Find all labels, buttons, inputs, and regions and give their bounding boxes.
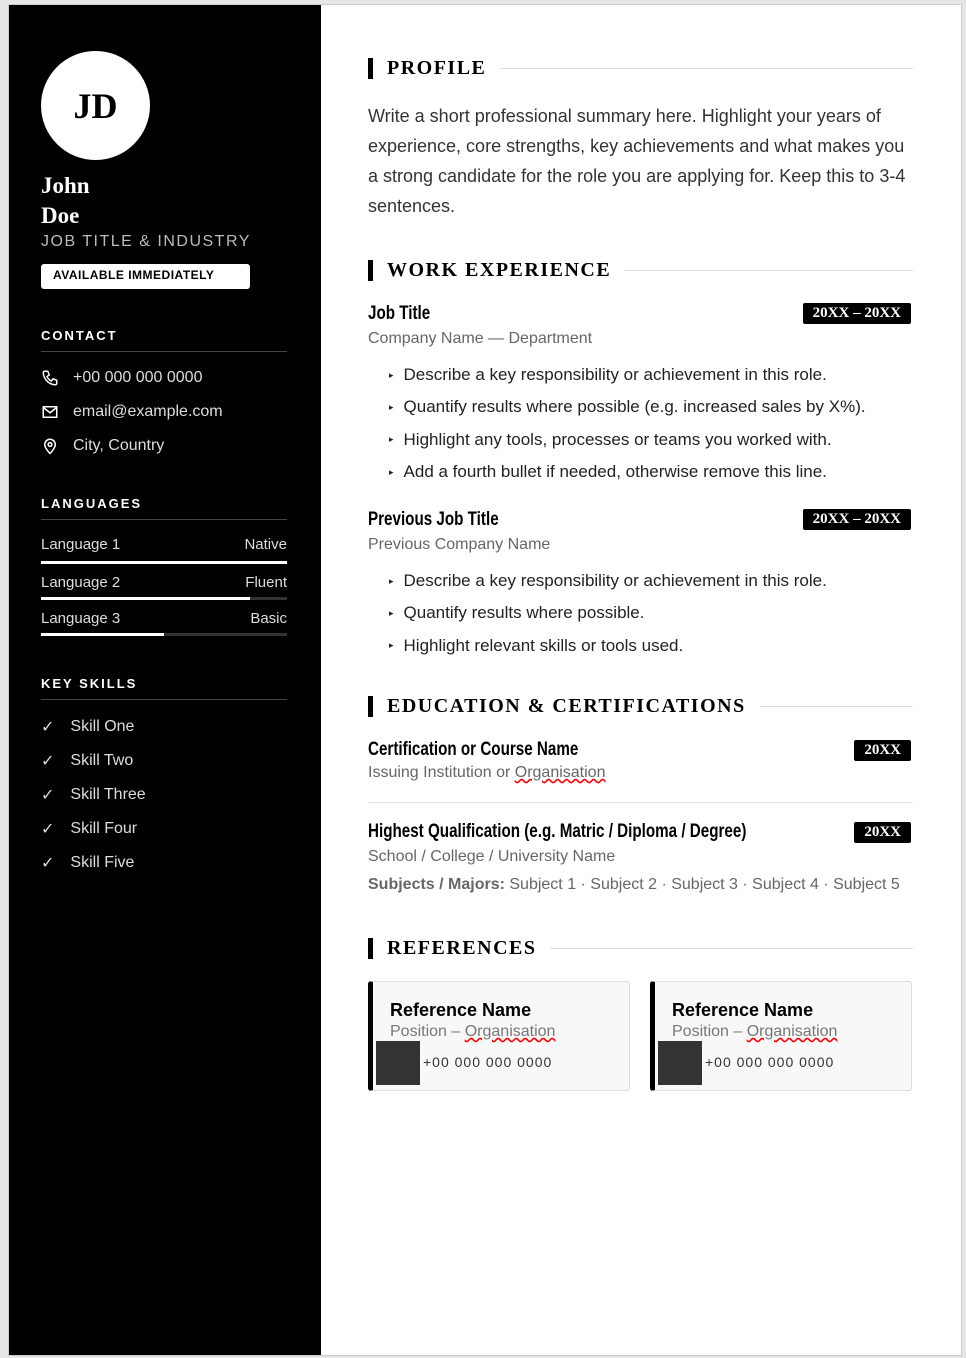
skill-label: Skill Five (70, 854, 135, 871)
date-badge: 20XX – 20XX (803, 509, 911, 530)
redaction-box (658, 1041, 702, 1085)
year-badge: 20XX (854, 740, 911, 761)
skill-item (41, 853, 134, 873)
resume-page (8, 4, 962, 1356)
reference-card (368, 981, 630, 1091)
contact-location (41, 437, 164, 455)
language-level: Fluent (245, 574, 287, 591)
language-item (41, 610, 287, 627)
contact-heading: CONTACT (41, 328, 287, 352)
language-name: Language 1 (41, 536, 121, 553)
check-icon: ✓ (41, 855, 55, 872)
bullet: ▸ Highlight any tools, processes or teams you worked with. (389, 424, 866, 456)
language-item (41, 536, 287, 553)
skill-label: Skill Three (70, 786, 146, 803)
first-name: John (41, 173, 90, 198)
education-title: Highest Qualification (e.g. Matric / Diploma / Degree) (368, 821, 747, 842)
language-bar-fill (41, 561, 287, 564)
reference-phone: +00 000 000 0000 (423, 1054, 553, 1070)
company: Company Name — Department (368, 330, 593, 347)
location-text: City, Country (73, 437, 165, 454)
language-level: Native (244, 536, 287, 553)
skill-item (41, 751, 133, 771)
education-title: Certification or Course Name (368, 739, 579, 760)
bullet: ▸ Quantify results where possible (e.g. increased sales by X%). (389, 391, 866, 423)
skill-label: Skill Four (70, 820, 138, 837)
section-heading-profile: PROFILE (368, 57, 913, 80)
phone-icon (41, 369, 59, 387)
section-heading-work: WORK EXPERIENCE (368, 259, 913, 282)
year-badge: 20XX (854, 822, 911, 843)
languages-heading: LANGUAGES (41, 496, 287, 520)
reference-phone: +00 000 000 0000 (705, 1054, 835, 1070)
language-bar (41, 597, 287, 600)
contact-phone (41, 369, 202, 387)
institution: Issuing Institution or Organisation (368, 764, 606, 781)
language-bar-fill (41, 597, 250, 600)
job-title: Previous Job Title (368, 509, 499, 530)
job-bullets (389, 565, 827, 662)
bullet: ▸ Describe a key responsibility or achievement in this role. (389, 565, 827, 597)
reference-position: Position – Organisation (390, 1023, 556, 1040)
redaction-box (376, 1041, 420, 1085)
bullet: ▸ Add a fourth bullet if needed, otherwise remove this line. (389, 456, 866, 488)
bullet: ▸ Quantify results where possible. (389, 597, 827, 629)
reference-name: Reference Name (672, 1000, 814, 1020)
language-bar (41, 633, 287, 636)
location-pin-icon (41, 437, 59, 455)
avatar: JD (41, 51, 150, 160)
mail-icon (41, 403, 59, 421)
subjects: Subjects / Majors: Subject 1 · Subject 2 · Subject 3 · Subject 4 · Subject 5 (368, 876, 900, 893)
check-icon: ✓ (41, 821, 55, 838)
skill-label: Skill Two (70, 752, 134, 769)
company: Previous Company Name (368, 536, 551, 553)
bullet: ▸ Highlight relevant skills or tools used. (389, 630, 827, 662)
reference-name: Reference Name (390, 1000, 532, 1020)
language-bar (41, 561, 287, 564)
language-name: Language 2 (41, 574, 121, 591)
reference-position: Position – Organisation (672, 1023, 838, 1040)
section-heading-references: REFERENCES (368, 937, 913, 960)
date-badge: 20XX – 20XX (803, 303, 911, 324)
sidebar (9, 5, 321, 1355)
job-bullets (389, 359, 866, 488)
skill-label: Skill One (70, 718, 135, 735)
phone-text: +00 000 000 0000 (73, 369, 203, 386)
contact-email (41, 403, 223, 421)
check-icon: ✓ (41, 719, 55, 736)
name (41, 171, 90, 231)
bullet: ▸ Describe a key responsibility or achievement in this role. (389, 359, 866, 391)
job-title: Job Title (368, 303, 431, 324)
profile-text: Write a short professional summary here. Highlight your years of experience, core strengths, key achievements and what makes you a strong candidate for the role you are applying for. Keep this to 3-4 sentences. (368, 106, 906, 216)
reference-card (650, 981, 912, 1091)
last-name: Doe (41, 203, 80, 228)
check-icon: ✓ (41, 753, 55, 770)
language-item (41, 574, 287, 591)
skills-heading: KEY SKILLS (41, 676, 287, 700)
skill-item (41, 819, 137, 839)
section-heading-education: EDUCATION & CERTIFICATIONS (368, 695, 913, 718)
email-text: email@example.com (73, 403, 223, 420)
institution: School / College / University Name (368, 848, 616, 865)
language-name: Language 3 (41, 610, 121, 627)
skill-item (41, 785, 146, 805)
language-bar-fill (41, 633, 164, 636)
check-icon: ✓ (41, 787, 55, 804)
skill-item (41, 717, 134, 737)
language-level: Basic (250, 610, 287, 627)
job-title: JOB TITLE & INDUSTRY (41, 233, 251, 250)
divider (368, 802, 913, 803)
availability-badge: AVAILABLE IMMEDIATELY (41, 264, 250, 289)
